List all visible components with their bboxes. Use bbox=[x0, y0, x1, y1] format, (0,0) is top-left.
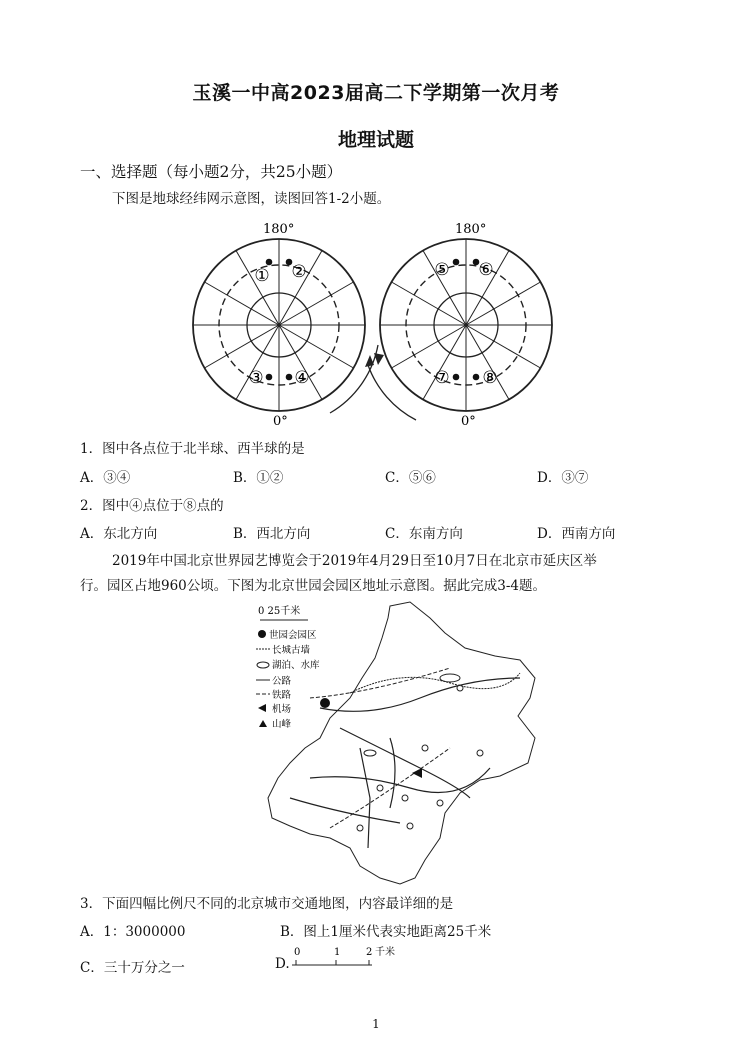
legend-road: 公路 bbox=[272, 676, 292, 687]
graticule-figure bbox=[180, 215, 580, 430]
lake bbox=[364, 750, 376, 756]
expo-site-marker bbox=[320, 698, 330, 708]
point-1-label: ① bbox=[254, 266, 270, 286]
map-scale: 0 25千米 bbox=[258, 606, 301, 617]
point-1-dot bbox=[266, 259, 273, 266]
meridian-line bbox=[205, 325, 279, 368]
q3-option-d[interactable]: D. bbox=[275, 956, 290, 972]
meridian-line bbox=[392, 282, 466, 325]
q3-stem: 3．下面四幅比例尺不同的北京城市交通地图，内容最详细的是 bbox=[80, 896, 454, 912]
map-legend bbox=[256, 629, 320, 730]
left-arrow-head bbox=[374, 353, 384, 365]
q1-option-c[interactable]: C．⑤⑥ bbox=[385, 470, 436, 486]
map-cities bbox=[357, 685, 483, 831]
q2-option-a[interactable]: A．东北方向 bbox=[80, 526, 158, 542]
section-heading: 一、选择题（每小题2分，共25小题） bbox=[80, 163, 343, 181]
q1-option-b[interactable]: B．①② bbox=[233, 470, 284, 486]
point-8-dot bbox=[473, 374, 480, 381]
q2-option-b[interactable]: B．西北方向 bbox=[233, 526, 311, 542]
beijing-map bbox=[250, 598, 550, 888]
q3-option-b[interactable]: B．图上1厘米代表实地距离25千米 bbox=[280, 924, 492, 940]
passage-line-2: 行。园区占地960公顷。下图为北京世园会园区地址示意图。据此完成3-4题。 bbox=[80, 578, 547, 594]
scale-tick-2: 2 bbox=[366, 947, 373, 958]
scale-unit: 千米 bbox=[375, 947, 395, 958]
meridian-line bbox=[423, 325, 466, 399]
airport-marker bbox=[412, 768, 422, 778]
point-5-label: ⑤ bbox=[434, 260, 450, 280]
meridian-line bbox=[205, 282, 279, 325]
q2-option-d[interactable]: D．西南方向 bbox=[537, 526, 616, 542]
exam-subtitle: 地理试题 bbox=[337, 129, 414, 151]
point-5-dot bbox=[453, 259, 460, 266]
legend-wall: 长城古墙 bbox=[272, 645, 311, 656]
legend-peak: 山峰 bbox=[272, 719, 292, 730]
legend-airport: 机场 bbox=[272, 704, 292, 715]
point-4-dot bbox=[286, 374, 293, 381]
reservoir bbox=[440, 674, 460, 682]
point-3-label: ③ bbox=[248, 368, 264, 388]
legend-lake: 湖泊、水库 bbox=[272, 660, 320, 671]
right-arrow-head bbox=[365, 355, 374, 367]
point-7-dot bbox=[453, 374, 460, 381]
great-wall bbox=[350, 673, 520, 693]
left-bottom-label: 0° bbox=[273, 414, 288, 429]
intro-text: 下图是地球经纬网示意图，读图回答1-2小题。 bbox=[112, 191, 391, 207]
point-8-label: ⑧ bbox=[482, 368, 498, 388]
meridian-line bbox=[279, 282, 353, 325]
q3-option-c[interactable]: C．三十万分之一 bbox=[80, 960, 185, 976]
legend-expo: 世园会园区 bbox=[269, 630, 317, 641]
scale-tick-0: 0 bbox=[294, 947, 301, 958]
meridian-line bbox=[392, 325, 466, 368]
q1-option-a[interactable]: A．③④ bbox=[80, 470, 131, 486]
meridian-line bbox=[279, 325, 353, 368]
left-top-label: 180° bbox=[263, 222, 295, 237]
page-number: 1 bbox=[372, 1017, 380, 1031]
point-6-label: ⑥ bbox=[478, 260, 494, 280]
q1-stem: 1．图中各点位于北半球、西半球的是 bbox=[80, 441, 305, 457]
left-graticule bbox=[193, 239, 365, 411]
meridian-line bbox=[236, 251, 279, 325]
point-7-label: ⑦ bbox=[434, 368, 450, 388]
right-graticule bbox=[380, 239, 552, 411]
meridian-line bbox=[466, 325, 540, 368]
scale-tick-1: 1 bbox=[334, 947, 341, 958]
meridian-line bbox=[279, 325, 322, 399]
q1-option-d[interactable]: D．③⑦ bbox=[537, 470, 589, 486]
point-3-dot bbox=[266, 374, 273, 381]
passage-line-1: 2019年中国北京世界园艺博览会于2019年4月29日至10月7日在北京市延庆区举 bbox=[112, 553, 597, 569]
right-top-label: 180° bbox=[455, 222, 487, 237]
right-rotation-arrow bbox=[368, 365, 416, 420]
point-2-label: ② bbox=[291, 262, 307, 282]
right-bottom-label: 0° bbox=[461, 414, 476, 429]
meridian-line bbox=[466, 282, 540, 325]
point-4-label: ④ bbox=[294, 368, 310, 388]
q3-option-a[interactable]: A．1：3000000 bbox=[80, 924, 186, 940]
exam-title: 玉溪一中高2023届高二下学期第一次月考 bbox=[192, 82, 560, 104]
meridian-line bbox=[466, 325, 509, 399]
meridian-line bbox=[236, 325, 279, 399]
legend-rail: 铁路 bbox=[272, 690, 292, 701]
q2-stem: 2．图中④点位于⑧点的 bbox=[80, 498, 224, 514]
q2-option-c[interactable]: C．东南方向 bbox=[385, 526, 463, 542]
left-rotation-arrow bbox=[330, 345, 378, 413]
q3-scale-bar bbox=[290, 943, 410, 971]
